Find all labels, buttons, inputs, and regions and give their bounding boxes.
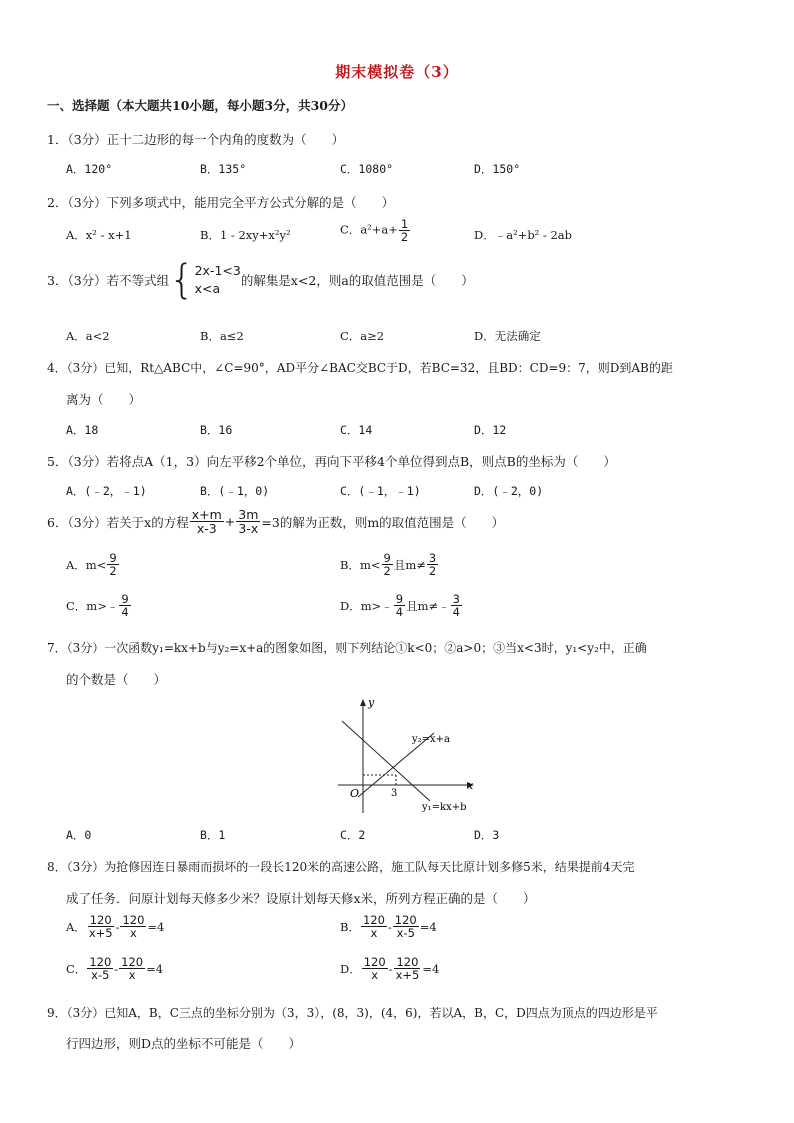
q8-option-d[interactable]	[340, 956, 439, 981]
fraction-denominator: 4	[395, 605, 404, 620]
equals-value: =4	[419, 919, 437, 934]
fraction-denominator: x-5	[396, 926, 415, 941]
q3-stem-post: 的解集是x<2，则a的取值范围是（ ）	[240, 273, 474, 288]
fraction-denominator: 4	[452, 605, 460, 620]
inequality-line-2: x<a	[194, 281, 221, 296]
minus-sign: -	[114, 961, 119, 976]
option-fraction	[120, 914, 146, 939]
fraction-numerator: x+m	[191, 507, 222, 522]
question-4-line-1: 4．（3分）已知，Rt△ABC中，∠C=90°，AD平分∠BAC交BC于D，若BC=32，且BD：CD=9：7，则D到AB的距	[47, 361, 673, 375]
fraction-denominator: x-3	[196, 521, 217, 537]
q6-option-d-mid: 且m≠﹣	[406, 598, 450, 613]
q5-option-b[interactable]: B．(﹣1，0)	[200, 484, 270, 498]
fraction-denominator: x	[370, 926, 378, 941]
fraction-numerator: 120	[89, 955, 112, 969]
option-fraction	[119, 593, 130, 618]
q6-option-b-mid: 且m≠	[393, 557, 426, 572]
y-axis-arrow-icon	[360, 699, 366, 706]
fraction-denominator: x	[130, 926, 137, 941]
question-7-line-2: 的个数是（ ）	[66, 672, 167, 687]
q4-option-b[interactable]: B．16	[200, 423, 233, 437]
question-5-stem: 5．（3分）若将点A（1，3）向左平移2个单位，再向下平移4个单位得到点B，则点B的坐标为（ ）	[47, 454, 616, 469]
line-y1-label: y₁=kx+b	[422, 802, 467, 813]
q4-option-d[interactable]: D．12	[474, 423, 507, 437]
plus-sign: +	[224, 514, 236, 530]
minus-sign: -	[387, 919, 392, 934]
line-y2-label: y₂=x+a	[412, 734, 451, 745]
q7-option-a[interactable]: A．0	[66, 828, 92, 842]
option-fraction	[362, 956, 388, 981]
option-fraction	[119, 956, 145, 981]
option-fraction	[382, 552, 393, 577]
q5-option-a[interactable]: A．(﹣2，﹣1)	[66, 484, 147, 498]
fraction-numerator: 9	[109, 551, 117, 565]
q4-option-a[interactable]: A．18	[66, 423, 99, 437]
q7-option-c[interactable]: C．2	[340, 828, 366, 842]
q6-option-b[interactable]	[340, 552, 439, 577]
fraction-denominator: 2	[400, 230, 409, 245]
question-2-stem: 2．（3分）下列多项式中，能用完全平方公式分解的是（ ）	[47, 195, 395, 210]
fraction-denominator: x	[128, 968, 136, 983]
q2-option-d[interactable]: D．﹣a²+b² - 2ab	[474, 228, 573, 242]
q6-stem-pre: 6．（3分）若关于x的方程	[47, 514, 189, 530]
y-axis-label: y	[368, 696, 375, 709]
option-fraction	[394, 593, 405, 618]
fraction-numerator: 120	[89, 913, 112, 927]
minus-sign: -	[388, 961, 393, 976]
fraction-numerator: 120	[121, 955, 144, 969]
x-axis-label: x	[467, 779, 474, 792]
q3-stem-pre: 3．（3分）若不等式组	[47, 273, 170, 288]
option-fraction	[87, 914, 115, 939]
page-title: 期末模拟卷（3）	[335, 63, 459, 81]
question-1-stem: 1．（3分）正十二边形的每一个内角的度数为（ ）	[47, 132, 345, 147]
fraction-denominator: x+5	[395, 968, 420, 983]
q1-option-b[interactable]: B．135°	[200, 162, 247, 176]
fraction-numerator: 9	[395, 592, 404, 606]
equals-value: =4	[147, 919, 165, 934]
option-fraction	[393, 914, 419, 939]
fraction-numerator: 120	[362, 913, 385, 927]
q6-stem-post: =3的解为正数，则m的取值范围是（ ）	[261, 514, 505, 530]
q2-option-c[interactable]	[340, 218, 411, 243]
fraction-numerator: 3m	[238, 507, 259, 522]
minus-sign: -	[115, 919, 120, 934]
fraction-denominator: 2	[383, 564, 391, 579]
q2-option-b[interactable]: B．1 - 2xy+x²y²	[200, 228, 291, 242]
q6-option-c-label: C．m>﹣	[66, 598, 119, 613]
q3-option-b[interactable]: B．a≤2	[200, 329, 244, 343]
fraction-numerator: 120	[363, 955, 386, 969]
question-8-line-1: 8．（3分）为抢修因连日暴雨而损坏的一段长120米的高速公路，施工队每天比原计划多修5米，结果提前4天完	[47, 860, 635, 874]
option-fraction	[427, 552, 438, 577]
fraction-denominator: 2	[109, 564, 117, 579]
fraction-numerator: 9	[383, 551, 391, 565]
equals-value: =4	[422, 961, 440, 976]
q8-option-b-label: B．	[340, 919, 360, 934]
q8-option-c-label: C．	[66, 961, 87, 976]
fraction-numerator: 9	[121, 592, 129, 606]
fraction-denominator: 4	[121, 605, 129, 620]
q5-option-d[interactable]: D．(﹣2，0)	[474, 484, 544, 498]
q1-option-a[interactable]: A．120°	[66, 162, 113, 176]
fraction-denominator: 3-x	[238, 521, 259, 537]
inequality-system	[195, 262, 241, 298]
question-8-line-2: 成了任务．问原计划每天修多少米？设原计划每天修x米，所列方程正确的是（ ）	[66, 891, 536, 906]
q2-option-a[interactable]: A．x² - x+1	[66, 228, 132, 242]
question-3-stem	[47, 257, 474, 303]
origin-label: O	[350, 787, 360, 800]
q8-option-d-label: D．	[340, 961, 361, 976]
q3-option-a[interactable]: A．a<2	[66, 329, 110, 343]
fraction-denominator: 2	[428, 564, 437, 579]
option-fraction	[451, 593, 462, 618]
fraction-numerator: 120	[122, 913, 145, 927]
fraction-numerator: 120	[394, 913, 417, 927]
q6-fraction-2	[236, 508, 260, 535]
inequality-line-1: 2x-1<3	[194, 263, 241, 278]
fraction-numerator: 120	[396, 955, 419, 969]
q6-option-b-label: B．m<	[340, 557, 381, 572]
x-tick-label: 3	[391, 788, 398, 799]
fraction-numerator: 3	[452, 592, 460, 606]
q1-option-c[interactable]: C．1080°	[340, 162, 394, 176]
q8-option-a-label: A．	[66, 919, 86, 934]
option-fraction	[87, 956, 113, 981]
q6-option-d-label: D．m>﹣	[340, 598, 393, 613]
option-fraction	[394, 956, 422, 981]
q4-option-c[interactable]: C．14	[340, 423, 373, 437]
question-9-line-1: 9．（3分）已知A，B，C三点的坐标分别为（3，3），(8，3)，(4，6)，若以A，B，C，D四点为顶点的四边形是平	[47, 1006, 658, 1020]
q8-option-a[interactable]	[66, 914, 164, 939]
q2-option-c-expr: a²+a+	[360, 222, 398, 237]
q3-option-d[interactable]: D．无法确定	[474, 329, 541, 343]
q6-option-a-label: A．m<	[66, 557, 107, 572]
fraction-denominator: x	[371, 968, 379, 983]
option-fraction	[361, 914, 387, 939]
q6-option-a[interactable]	[66, 552, 120, 577]
q5-option-c[interactable]: C．(﹣1，﹣1)	[340, 484, 421, 498]
q8-option-b[interactable]	[340, 914, 437, 939]
equals-value: =4	[146, 961, 164, 976]
question-4-line-2: 离为（ ）	[66, 392, 142, 407]
question-6-stem	[47, 508, 504, 535]
option-fraction	[107, 552, 118, 577]
q6-fraction-1	[190, 508, 224, 535]
q8-option-c[interactable]	[66, 956, 163, 981]
q1-option-d[interactable]: D．150°	[474, 162, 521, 176]
q7-option-d[interactable]: D．3	[474, 828, 500, 842]
left-brace-icon: {	[169, 257, 195, 303]
q3-option-c[interactable]: C．a≥2	[340, 329, 385, 343]
q6-option-d[interactable]	[340, 593, 463, 618]
linear-functions-graph	[330, 693, 490, 818]
q2-option-c-label: C．	[340, 222, 361, 237]
question-9-line-2: 行四边形，则D点的坐标不可能是（ ）	[66, 1036, 302, 1051]
q7-option-b[interactable]: B．1	[200, 828, 226, 842]
fraction-numerator: 3	[428, 551, 437, 565]
fraction-denominator: x-5	[91, 968, 110, 983]
section-heading: 一、选择题（本大题共10小题，每小题3分，共30分）	[47, 98, 353, 113]
fraction-numerator: 1	[400, 217, 409, 231]
question-7-line-1: 7．（3分）一次函数y₁=kx+b与y₂=x+a的图象如图，则下列结论①k<0；②a>0；③当x<3时，y₁<y₂中，正确	[47, 641, 647, 655]
fraction-denominator: x+5	[88, 926, 113, 941]
q6-option-c[interactable]	[66, 593, 132, 618]
q2-option-c-fraction	[399, 218, 410, 243]
